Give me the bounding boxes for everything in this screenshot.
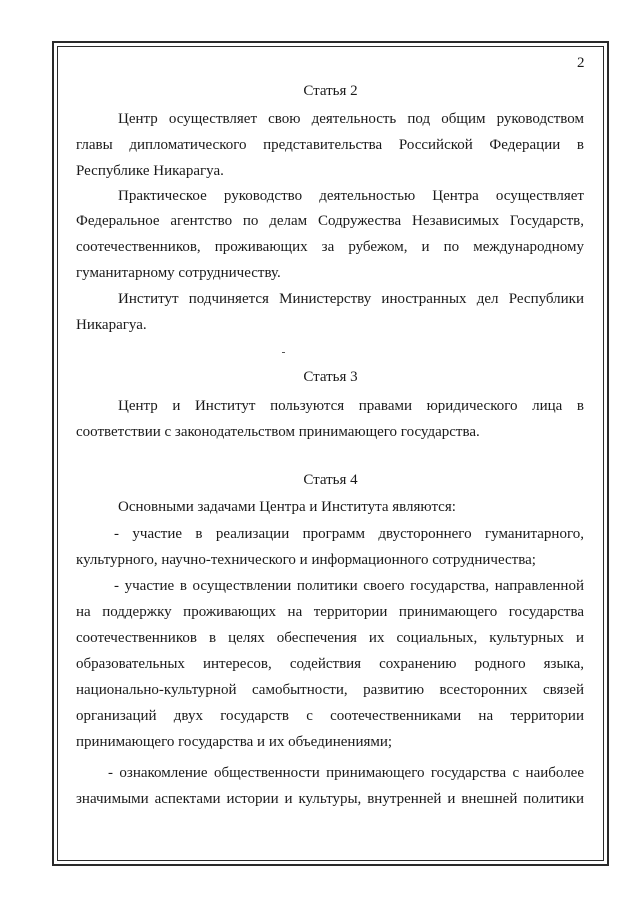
- article-4-line: - ознакомление общественности принимающего государства с наиболее: [108, 765, 584, 781]
- article-3-heading: Статья 3: [303, 369, 358, 385]
- article-4-line: культурного, научно-технического и информационного сотрудничества;: [76, 552, 536, 568]
- article-2-line: соотечественников, проживающих за рубежом, и по международному: [76, 239, 584, 255]
- article-4-line: Основными задачами Центра и Института являются:: [118, 499, 456, 515]
- article-2-line: Практическое руководство деятельностью Центра осуществляет: [118, 188, 584, 204]
- scan-speck: [282, 352, 285, 353]
- article-4-line: организаций двух государств с соотечественниками на территории: [76, 708, 584, 724]
- article-4-line: соотечественников в целях обеспечения их социальных, культурных и: [76, 630, 584, 646]
- article-2-line: гуманитарному сотрудничеству.: [76, 265, 281, 281]
- article-2-line: главы дипломатического представительства Российской Федерации в: [76, 137, 584, 153]
- article-4-line: на поддержку проживающих на территории принимающего государства: [76, 604, 584, 620]
- article-4-line: принимающего государства и их объединениями;: [76, 734, 393, 750]
- article-2-line: Институт подчиняется Министерству иностранных дел Республики: [118, 291, 584, 307]
- article-4-heading: Статья 4: [303, 472, 358, 488]
- article-2-line: Республике Никарагуа.: [76, 163, 224, 179]
- article-2-line: Федеральное агентство по делам Содружества Независимых Государств,: [76, 213, 584, 229]
- article-4-line: национально-культурной самобытности, развитию всесторонних связей: [76, 682, 584, 698]
- page-number: 2: [577, 55, 585, 71]
- article-2-heading: Статья 2: [303, 83, 358, 99]
- article-4-line: - участие в реализации программ двустороннего гуманитарного,: [114, 526, 584, 542]
- article-4-line: образовательных интересов, содействия сохранению родного языка,: [76, 656, 584, 672]
- article-4-line: - участие в осуществлении политики своего государства, направленной: [114, 578, 584, 594]
- article-4-line: значимыми аспектами истории и культуры, внутренней и внешней политики: [76, 791, 584, 807]
- article-2-line: Центр осуществляет свою деятельность под общим руководством: [118, 111, 584, 127]
- article-3-line: соответствии с законодательством принимающего государства.: [76, 424, 480, 440]
- article-3-line: Центр и Институт пользуются правами юридического лица в: [118, 398, 584, 414]
- article-2-line: Никарагуа.: [76, 317, 147, 333]
